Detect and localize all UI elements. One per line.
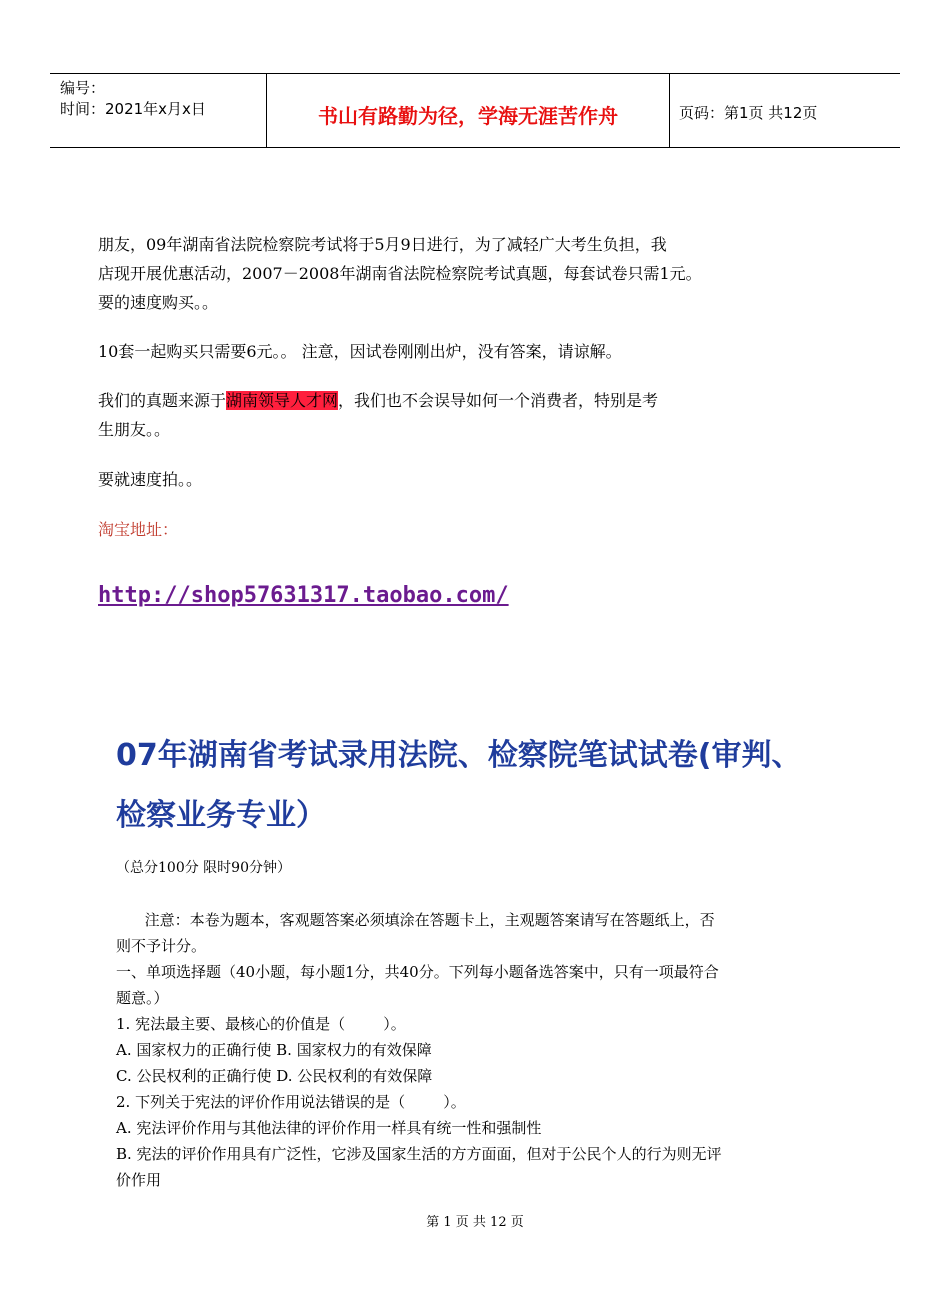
number-label: 编号： <box>60 79 106 97</box>
document-header <box>50 73 900 148</box>
intro-line: 朋友，09年湖南省法院检察院考试将于5月9日进行，为了减轻广大考生负担，我 <box>98 235 667 254</box>
score-info: （总分100分 限时90分钟） <box>116 860 291 876</box>
notice-line: 注意：本卷为题本，客观题答案必须填涂在答题卡上，主观题答案请写在答题纸上，否 <box>116 911 715 929</box>
intro-line: 店现开展优惠活动，2007－2008年湖南省法院检察院考试真题，每套试卷只需1元。 <box>98 264 702 283</box>
exam-body <box>116 907 876 1193</box>
section-heading: 一、单项选择题（40小题，每小题1分，共40分。下列每小题备选答案中，只有一项最符合 <box>116 963 719 981</box>
question-2-option-a: A. 宪法评价作用与其他法律的评价作用一样具有统一性和强制性 <box>116 1119 542 1137</box>
source-highlight: 湖南领导人才网 <box>226 391 339 410</box>
intro-paragraph-1 <box>98 230 858 317</box>
source-text: 我们的真题来源于 <box>98 391 227 410</box>
intro-paragraph-4: 要就速度拍。。 <box>98 470 203 489</box>
header-page-cell <box>669 74 900 147</box>
question-2-option-b-cont: 价作用 <box>116 1171 162 1189</box>
time-label: 时间：2021年x月x日 <box>60 100 206 118</box>
intro-paragraph-3 <box>98 386 858 444</box>
header-motto-cell <box>266 74 670 147</box>
intro-line: 生朋友。。 <box>98 420 171 439</box>
shop-link[interactable]: http://shop57631317.taobao.com/ <box>98 583 509 608</box>
question-2: 2. 下列关于宪法的评价作用说法错误的是（ ）。 <box>116 1093 466 1111</box>
exam-title <box>116 726 896 846</box>
intro-line <box>98 386 858 415</box>
exam-title-line: 07年湖南省考试录用法院、检察院笔试试卷(审判、 <box>116 738 802 773</box>
question-2-option-b: B. 宪法的评价作用具有广泛性，它涉及国家生活的方方面面，但对于公民个人的行为则无评 <box>116 1145 722 1163</box>
motto: 书山有路勤为径，学海无涯苦作舟 <box>318 104 618 128</box>
header-meta-cell <box>50 74 266 147</box>
taobao-label: 淘宝地址： <box>98 520 179 539</box>
page-info: 页码：第1页 共12页 <box>679 104 818 122</box>
question-1-options-ab: A. 国家权力的正确行使 B. 国家权力的有效保障 <box>116 1041 432 1059</box>
source-text-rest: ，我们也不会误导如何一个消费者，特别是考 <box>338 391 659 410</box>
exam-title-line: 检察业务专业） <box>116 798 326 833</box>
intro-line: 要的速度购买。。 <box>98 293 219 312</box>
notice-line: 则不予计分。 <box>116 937 207 955</box>
page-footer: 第 1 页 共 12 页 <box>426 1215 524 1230</box>
section-heading: 题意。） <box>116 989 169 1007</box>
question-1-options-cd: C. 公民权利的正确行使 D. 公民权利的有效保障 <box>116 1067 433 1085</box>
question-1: 1. 宪法最主要、最核心的价值是（ ）。 <box>116 1015 406 1033</box>
intro-paragraph-2: 10套一起购买只需要6元。。 注意，因试卷刚刚出炉，没有答案，请谅解。 <box>98 342 622 361</box>
